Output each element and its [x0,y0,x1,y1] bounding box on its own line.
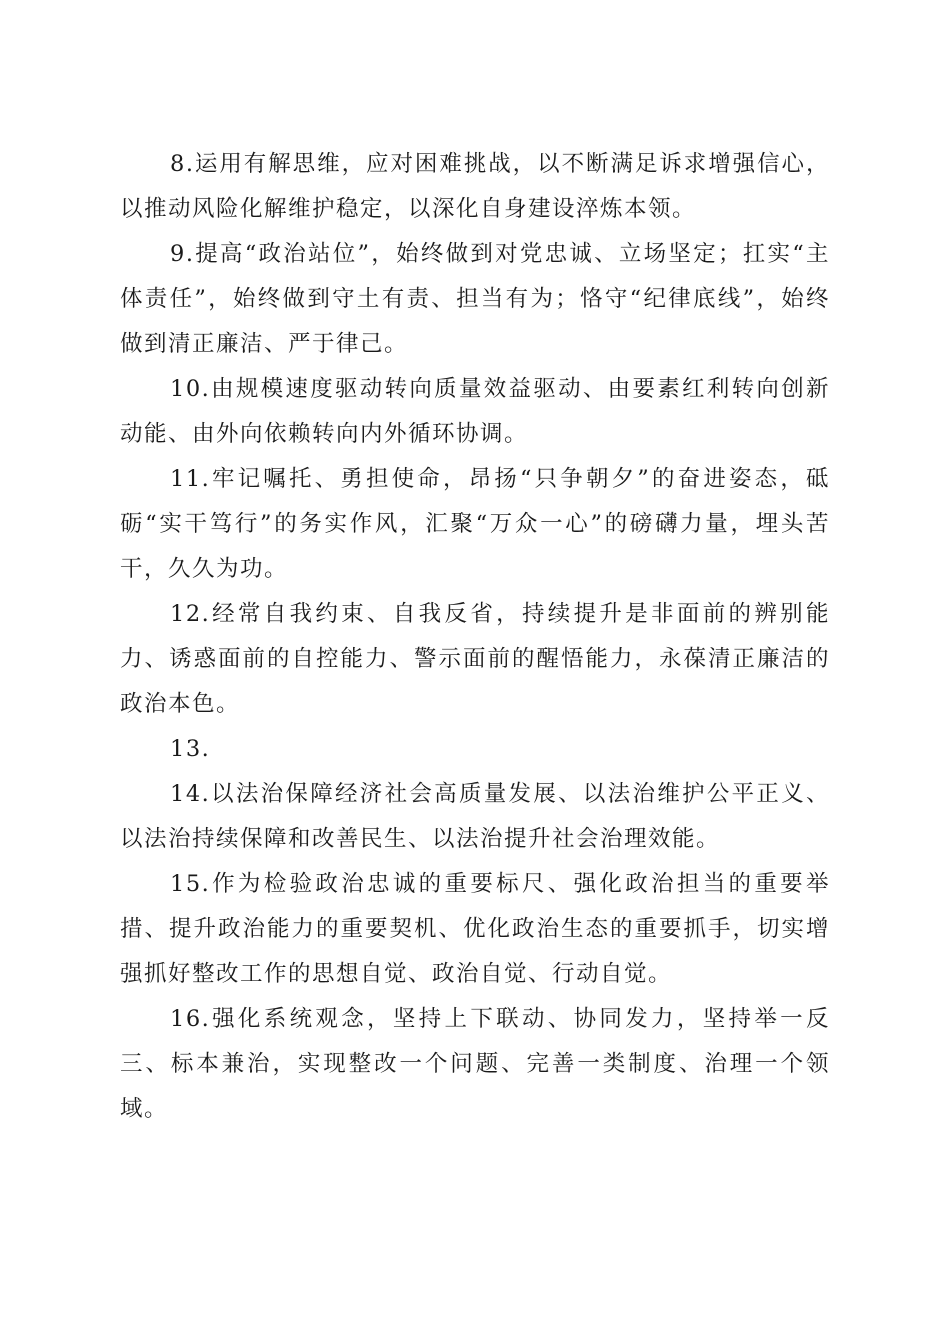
document-page [120,142,830,1132]
paragraph-9: 9.提高“政治站位”，始终做到对党忠诚、立场坚定；扛实“主体责任”，始终做到守土有责、担当有为；恪守“纪律底线”，始终做到清正廉洁、严于律己。 [120,241,830,357]
paragraph-15: 15.作为检验政治忠诚的重要标尺、强化政治担当的重要举措、提升政治能力的重要契机、优化政治生态的重要抓手，切实增强抓好整改工作的思想自觉、政治自觉、行动自觉。 [120,871,830,987]
paragraph-10: 10.由规模速度驱动转向质量效益驱动、由要素红利转向创新动能、由外向依赖转向内外循环协调。 [120,376,830,447]
paragraph-16: 16.强化系统观念，坚持上下联动、协同发力，坚持举一反三、标本兼治，实现整改一个问题、完善一类制度、治理一个领域。 [120,1006,830,1122]
paragraph-12: 12.经常自我约束、自我反省，持续提升是非面前的辨别能力、诱惑面前的自控能力、警示面前的醒悟能力，永葆清正廉洁的政治本色。 [120,601,830,717]
paragraph-14: 14.以法治保障经济社会高质量发展、以法治维护公平正义、以法治持续保障和改善民生、以法治提升社会治理效能。 [120,781,830,852]
paragraph-11: 11.牢记嘱托、勇担使命，昂扬“只争朝夕”的奋进姿态，砥砺“实干笃行”的务实作风，汇聚“万众一心”的磅礴力量，埋头苦干，久久为功。 [120,466,830,582]
paragraph-8: 8.运用有解思维，应对困难挑战，以不断满足诉求增强信心，以推动风险化解维护稳定，以深化自身建设淬炼本领。 [120,151,830,222]
paragraph-13: 13. [170,736,211,762]
